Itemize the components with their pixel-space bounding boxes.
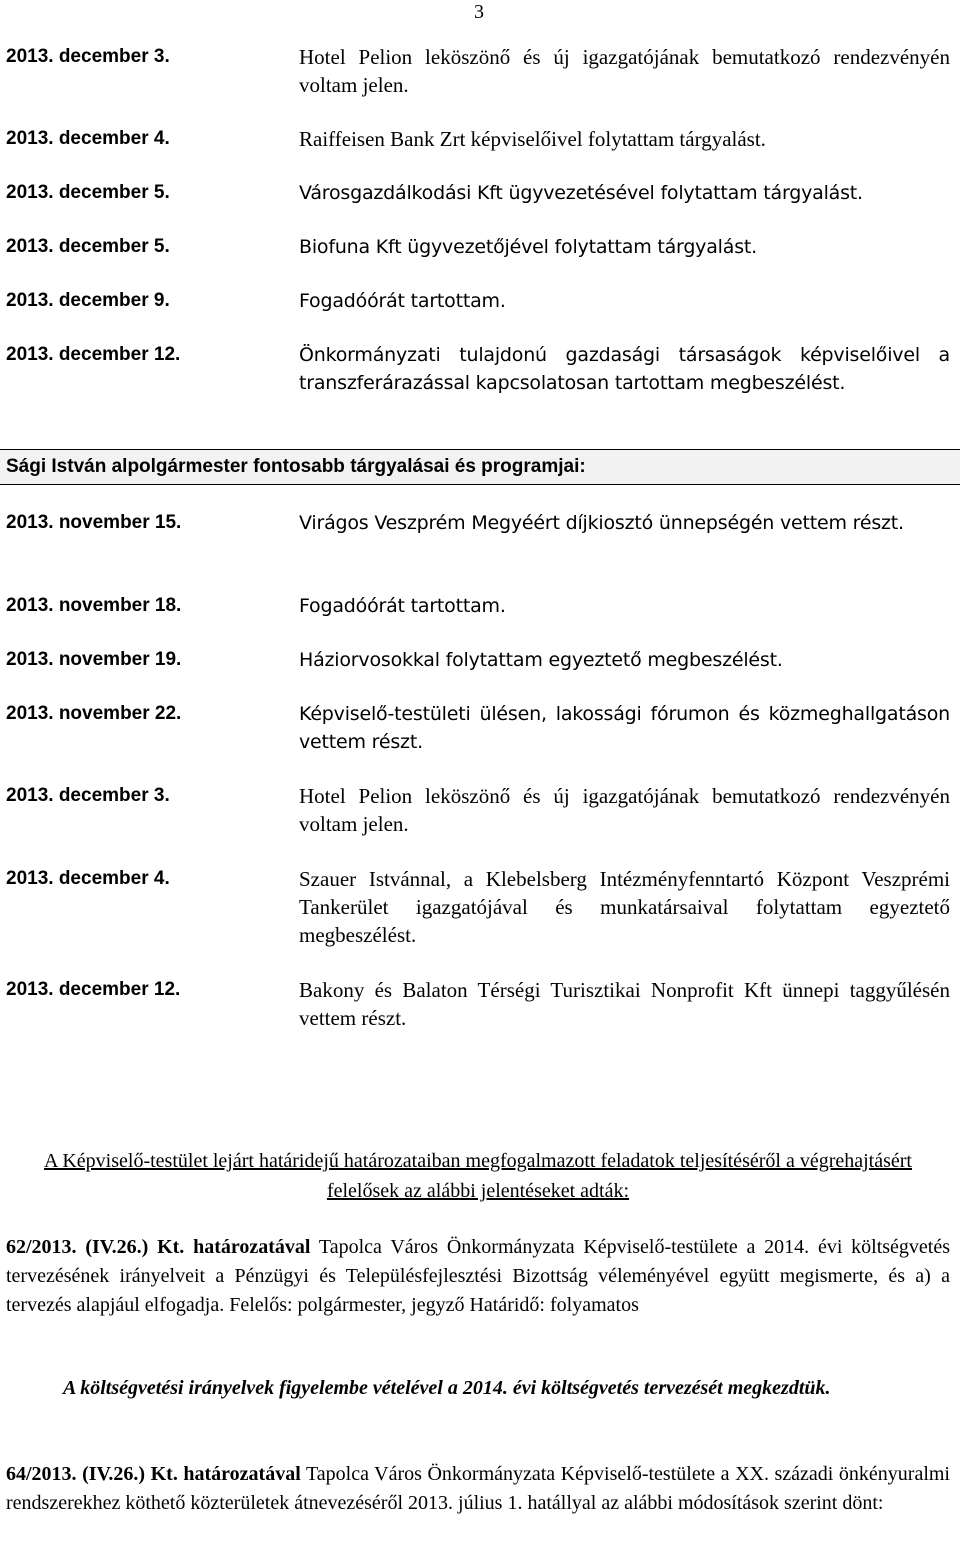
deputy-entry [6, 700, 950, 756]
entry-date: 2013. december 4. [6, 868, 170, 889]
entry-description: Biofuna Kft ügyvezetőjével folytattam tárgyalást. [299, 236, 757, 258]
entry-description: Hotel Pelion leköszönő és új igazgatójának bemutatkozó rendezvényén voltam jelen. [299, 784, 950, 836]
entry-date: 2013. november 19. [6, 649, 182, 670]
resolution-62-report: A költségvetési irányelvek figyelembe vételével a 2014. évi költségvetés tervezését megkezdtük. [63, 1377, 831, 1399]
mayor-entry [6, 341, 950, 397]
entry-date: 2013. december 4. [6, 128, 170, 149]
entry-description: Háziorvosokkal folytattam egyeztető megbeszélést. [299, 649, 783, 671]
entry-date: 2013. december 5. [6, 182, 170, 203]
resolution-number: 64/2013. (IV.26.) Kt. [6, 1463, 178, 1485]
entry-description: Városgazdálkodási Kft ügyvezetésével folytattam tárgyalást. [299, 182, 863, 204]
report-heading: A Képviselő-testület lejárt határidejű határozataiban megfogalmazott feladatok teljesítéséről a végrehajtásért felelősek az alábbi jelentéseket adták: [44, 1150, 912, 1202]
deputy-mayor-heading: Sági István alpolgármester fontosabb tárgyalásai és programjai: [0, 449, 960, 485]
deputy-entry [6, 865, 950, 949]
entry-description: Szauer Istvánnal, a Klebelsberg Intézményfenntartó Központ Veszprémi Tankerület igazgatójával és munkatársaival folytattam egyeztető megbeszélést. [299, 867, 950, 947]
mayor-entry [6, 43, 950, 99]
deputy-entry [6, 592, 950, 620]
resolution-label: határozatával [183, 1463, 301, 1485]
resolution-64-paragraph [6, 1460, 950, 1518]
entry-date: 2013. november 18. [6, 595, 182, 616]
mayor-entry [6, 125, 950, 153]
deputy-entry [6, 782, 950, 838]
deputy-entry [6, 509, 950, 537]
entry-date: 2013. december 9. [6, 290, 170, 311]
entry-description: Fogadóórát tartottam. [299, 290, 506, 312]
entry-description: Virágos Veszprém Megyéért díjkiosztó ünnepségén vettem részt. [299, 512, 904, 534]
entry-date: 2013. december 12. [6, 344, 181, 365]
entry-description: Bakony és Balaton Térségi Turisztikai Nonprofit Kft ünnepi taggyűlésén vettem részt. [299, 978, 950, 1030]
entry-date: 2013. december 12. [6, 979, 181, 1000]
mayor-entry [6, 233, 950, 261]
entry-date: 2013. november 22. [6, 703, 182, 724]
entry-description: Fogadóórát tartottam. [299, 595, 506, 617]
deputy-entry [6, 646, 950, 674]
resolution-body: Tapolca Város Önkormányzata Képviselő-testülete a XX. századi önkényuralmi rendszerekhez köthető közterületek átnevezéséről 2013. július 1. hatállyal az alábbi módosítások szerint dönt: [6, 1463, 950, 1514]
entry-description: Raiffeisen Bank Zrt képviselőivel folytattam tárgyalást. [299, 127, 766, 151]
entry-description: Önkormányzati tulajdonú gazdasági társaságok képviselőivel a transzferárazással kapcsolatosan tartottam megbeszélést. [299, 344, 950, 394]
page-number: 3 [474, 1, 484, 23]
deputy-entry [6, 976, 950, 1032]
resolution-label: határozatával [193, 1236, 311, 1258]
entry-description: Képviselő-testületi ülésen, lakossági fórumon és közmeghallgatáson vettem részt. [299, 703, 950, 753]
mayor-entry [6, 287, 950, 315]
entry-date: 2013. december 3. [6, 785, 170, 806]
entry-date: 2013. december 5. [6, 236, 170, 257]
resolution-number: 62/2013. (IV.26.) Kt. [6, 1236, 185, 1258]
entry-description: Hotel Pelion leköszönő és új igazgatójának bemutatkozó rendezvényén voltam jelen. [299, 45, 950, 97]
entry-date: 2013. november 15. [6, 512, 182, 533]
entry-date: 2013. december 3. [6, 46, 170, 67]
mayor-entry [6, 179, 950, 207]
resolution-62-paragraph [6, 1233, 950, 1320]
resolution-body: Tapolca Város Önkormányzata Képviselő-testülete a 2014. évi költségvetés tervezésének irányelveit a Pénzügyi és Településfejlesztési Bizottság véleményével együtt megismerte, és a) a tervezés alapjául elfogadja. Felelős: polgármester, jegyző Határidő: folyamatos [6, 1236, 951, 1316]
